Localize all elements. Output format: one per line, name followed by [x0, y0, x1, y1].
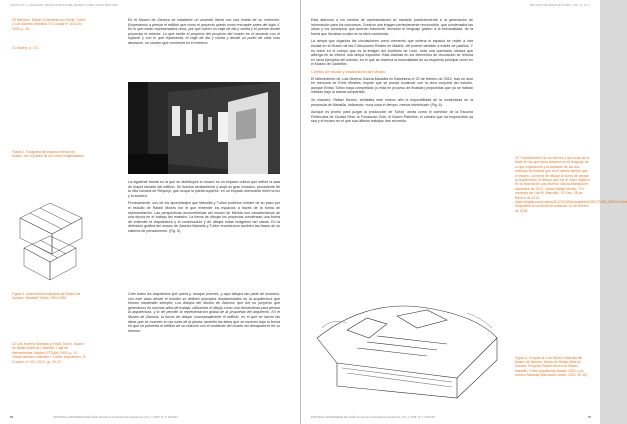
- left-footer-text: EDITORIAL UNIVERSIDAD DE LEÓN. Revista de la Facultad de Arquitectura | Vol. 1, 2018 | Nº 1 | 000-000: [53, 416, 178, 419]
- left-footer: [10, 416, 178, 419]
- margin-note-1: 20 Martínez, Rafael. Entrevista con Emilio Tuñón y Luis Moreno Mansilla. El Croquis nº 115-116, 2003, p. 25.: [12, 18, 86, 31]
- right-page-number: 67: [588, 416, 591, 419]
- left-body-paragraph-1: La siguiente banda en la que se distribuyen el museo es un espacio cúbico que define la sala de mayor tamaño del edificio. Se ilumina cenitalmente y aloja un gran mosaico, procedente de la villa romana de Requejo, que ocupa la planta superior: en un espacio dominante entre la luz y la sombra.: [128, 180, 280, 198]
- right-running-head: REVISTA DE ARQUITECTURA | VOL 1 | Nº 1: [529, 4, 590, 7]
- quote-top: En el Museo de Zamora se establece un acuerdo literal con una estela de su colección. Empezamos a pensar el edificio que como el proyecto quedó como encuadre antes del siglo V. En lo que están representados unos, por que hacen un viaje de ida y vuelta y el puente donde proyectar el exterior. Lo que incide el proyecto del proyecto del museo en el acuerdo con el espacio y con lo que representa, el viaje de ida y vuelta y desde un punto de vista más abstracto, un camino que comienza en el extremo.: [128, 18, 280, 45]
- left-page: [0, 0, 300, 424]
- margin-note-3: 22 Luis Moreno Mansilla y Emilio Tuñón, Museo de Bellas Artes de Castellón. Caja de Herramientas, Madrid, ETSAM, 2003, p. 12. Véase también: Mansilla + Tuñón, Arquitectos, El Croquis, nº 161, 2012, pp. 20-23.: [12, 342, 86, 364]
- right-paragraph-2: La rampa que organiza las circulaciones como elemento que ordena el espacio se repite a otra escala en el Museo de las Colecciones Reales en Madrid, del puente también a través de pasillos. Y es clave en el cuerpo que es la imagen del Auditorio de León, toda una operación urbana que alberga en su interior una rampa expositor. Esta claridad en los elementos de circulación se retoma en otros ejemplos del estudio, en el que se observa la esencialidad de su esquema principal como en el Museo de Castellón.: [311, 39, 473, 67]
- axonometric-drawing-graphic: [10, 178, 90, 288]
- right-footer-text: EDITORIAL UNIVERSIDAD DE LEÓN. Revista de la Facultad de Arquitectura | Vol. 1, 2018 | Nº 1 | 000-000: [311, 416, 435, 419]
- sketch-drawing-graphic: [307, 268, 507, 403]
- section-heading: Cambio de escala y visualización del Museo: [311, 69, 386, 74]
- quote-bottom: Cree todos los arquitectos que opera y, aunque jóvenes, y aquí dibujos tan parte de nosotros, con este paso desde el estudio se definen principios fundamentales en la arquitectura que hemos mantenido siempre. Los dibujos del Museo de Zamora, que fue un proyecto que generamos en muchos años de trabajo, utilizamos el dibujo como una herramienta para pensar la arquitectura, y lo de permitir la representación global de la propuesta del arquitecto. En el Museo de Zamora, la forma de dibujar conceptualmente el edificio, en el que se hacen las ideas que se mueven en las rutas de la planta, también las ideas que se mueven bajo la forma en que se presenta el edificio de su relación con el ambiente del museo sin desaparecer en su entorno.: [128, 292, 280, 333]
- left-running-head: CAPÍTULO 1 | ALGUNAS TRAYECTORIAS DEL MUSEO COMO ARQUITECTURA: [10, 4, 119, 7]
- left-body-text: [128, 180, 280, 237]
- right-paragraph-5: Aunque es pronto para juzgar la producción de Tuñón, obras como el comedor de la Escuela Politécnica de Ciudad Real, la Fundación Zuhr, el Nuevo Pabellón, el camino que ha emprendido ya sea y el museo en el que sus últimos trabajos han recorrido.: [311, 110, 473, 124]
- right-page: [300, 0, 627, 424]
- right-paragraph-3: El fallecimiento de Luis Moreno García-Mansilla en Barcelona el 22 de febrero de 2012, tras un acto en memoria de Enric Miralles, impide que se pueda continuar con la obra conjunta del estudio, aunque Emilio Tuñón haya completado (o está en proceso de finalizar) propuestas que ya se habían iniciado bajo la batuta compartida.: [311, 76, 473, 95]
- figure-6-caption: Figura 6. Croquis de Luis Moreno Mansilla del Museo de Zamora. Museo de Bellas Artes de Zamora. Proyecto Rafael Moneo de Museo Mansilla, Tuñón Arquitectos Madrid, 2003. Luis Moreno Mansilla (Barcelona, Antón, 2003, 39-40).: [515, 356, 588, 377]
- figure-3-caption: Figura 3. Fotografía del espacio interior del museo, con el pasillo de los cortes longitudinales.: [12, 150, 85, 159]
- margin-note-2: 21 Ibídem, p. 172.: [12, 46, 40, 50]
- left-body-paragraph-2: Precisamente, uno de los aprendizajes que Mansilla y Tuñón pudieron extraer de su paso por el estudio de Rafael Moneo fue el que entender los espacios a través de la forma de representación. Las perspectivas axonométricas del museo de Mérida son característicos de una época en el trabajo del maestro. La forma de dibujar los proyectos condensan una forma de entender la arquitectura y la construcción y de dibujar estas imágenes tan claras. En la definición gráfica del museo de Zamora Mansilla y Tuñón encontraron también las bases de su sistema de pensamiento. (Fig. 5).: [128, 201, 280, 233]
- axonometric-drawing: [10, 178, 90, 288]
- right-paragraph-1: Esta atención a los medios de representación se trasladó posteriormente a la generación de información para los concursos. Crearon una imagen perfectamente reconocible, que condensaba las ideas y los conceptos que querían transmitir, llevando el lenguaje gráfico a la esencialidad, de la forma que llevaban a cabo en la obra construida.: [311, 18, 474, 36]
- right-footer: [311, 416, 591, 419]
- museum-interior-photo-graphic: [128, 82, 280, 174]
- left-page-number: 66: [10, 416, 13, 419]
- museum-interior-photo: [128, 82, 280, 174]
- right-body-text: [311, 18, 473, 127]
- margin-note-23: 23 "Incertidumbre de los viernes y las horas de la tarde en las que tanto miramos en el lenguaje de lo que explotamos y la situación de las dos historias de historia que es el mismo tiempo que el museo. La forma de dibujar la forma de pensar la arquitectura, el tiempo que fue el único objetivo. En la historia de Luis Moreno García-Mansilla en diciembre de 2012. Véase Rafael Moneo, "En memoria de Luis M. Mansilla", El País, 25 de febrero de 2012. https://elpais.com/cultura/2012/02/25/actualidad/1330179480_850215.html Disponible en la fecha de consulta: 12 de febrero de 2018.: [515, 156, 627, 213]
- right-paragraph-4: Su maestro, Rafael Moneo, señalaba este mismo año la imposibilidad de la continuidad en la presencia de Mansilla. Indicando: «una cosa el tiempo, menos intelectual» (Fig. 6).: [311, 97, 473, 107]
- figure-4-caption: Figura 4. Axonometría explotada del Museo de Zamora. Mansilla+Tuñón, 1993-1996.: [12, 292, 81, 301]
- sketch-drawing: [307, 268, 507, 403]
